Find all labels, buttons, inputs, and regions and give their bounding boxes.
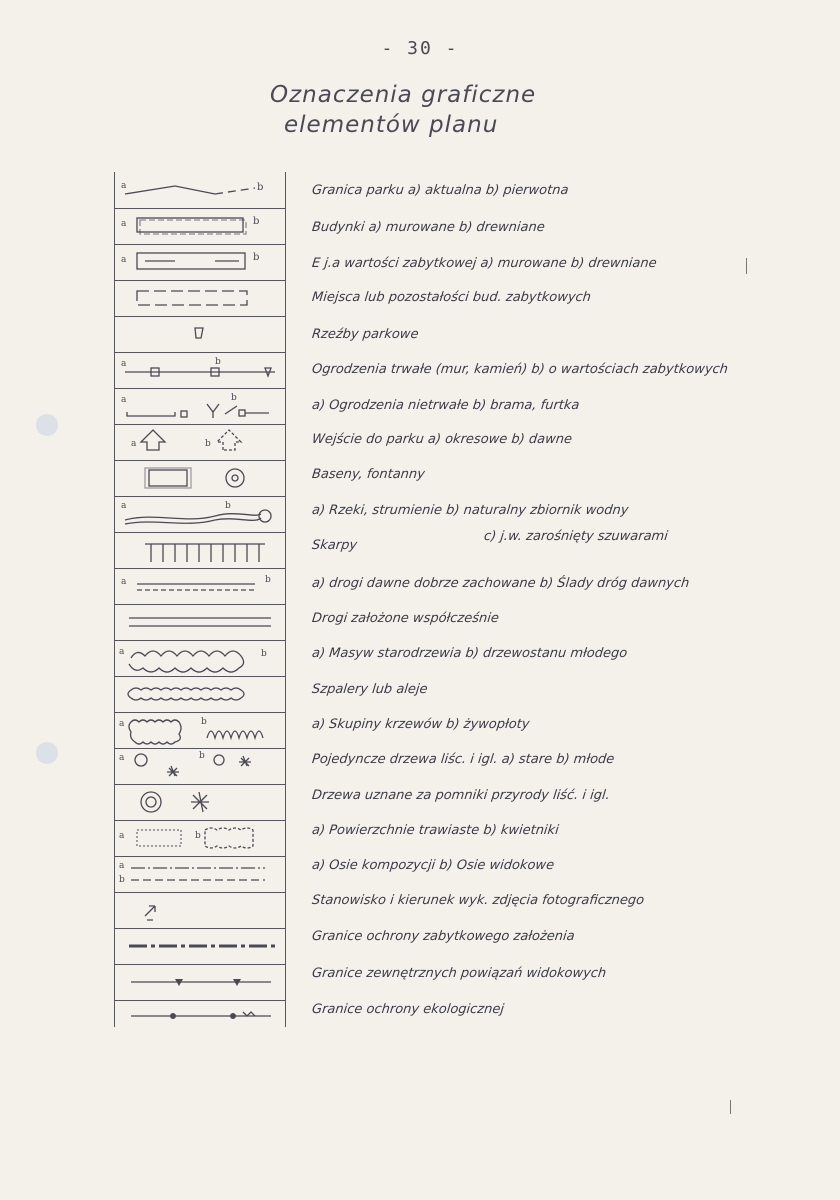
legend-label: Baseny, fontanny (311, 467, 426, 482)
legend-label: Skarpy (311, 538, 358, 553)
svg-text:a: a (121, 395, 127, 405)
symbol-single-trees (115, 748, 285, 785)
legend-label: Granice ochrony zabytkowego założenia (311, 929, 576, 944)
svg-text:b: b (201, 717, 207, 727)
punch-hole-bottom (36, 742, 58, 764)
svg-text:a: a (119, 831, 125, 841)
legend-label: a) Osie kompozycji b) Osie widokowe (311, 858, 555, 873)
legend-label: a) Powierzchnie trawiaste b) kwietniki (311, 823, 560, 838)
legend-label: a) Rzeki, strumienie b) naturalny zbiornik wodny (311, 503, 630, 518)
symbol-sculptures (115, 316, 285, 353)
symbol-letter-a: a (121, 181, 127, 191)
legend-label: a) Masyw starodrzewia b) drzewostanu młodego (311, 646, 628, 661)
legend-label: Ogrodzenia trwałe (mur, kamień) b) o wartościach zabytkowych (311, 362, 729, 377)
symbol-escarpments (115, 532, 285, 569)
legend-label: Rzeźby parkowe (311, 327, 420, 342)
svg-text:a: a (121, 577, 127, 587)
symbol-permanent-fences (115, 352, 285, 389)
legend-label: Granica parku a) aktualna b) pierwotna (311, 183, 570, 198)
symbol-letter-b: b (257, 182, 264, 193)
symbol-shrub-groups (115, 712, 285, 749)
symbol-view-connection-boundary (115, 964, 285, 1001)
svg-text:a: a (119, 753, 125, 763)
svg-text:b: b (265, 575, 271, 585)
svg-text:a: a (119, 719, 125, 729)
svg-text:a: a (121, 255, 127, 265)
symbol-tree-mass (115, 640, 285, 677)
svg-text:b: b (215, 357, 221, 367)
page-title (270, 80, 536, 140)
svg-text:a: a (131, 439, 137, 449)
svg-text:b: b (119, 875, 125, 885)
legend-label: a) drogi dawne dobrze zachowane b) Ślady dróg dawnych (311, 576, 691, 591)
svg-text:b: b (253, 252, 260, 263)
symbol-historic-buildings (115, 244, 285, 281)
legend-label: Granice zewnętrznych powiązań widokowych (311, 966, 607, 981)
symbol-park-entrance (115, 424, 285, 461)
legend-label: Pojedyncze drzewa liśc. i igl. a) stare b) młode (311, 752, 616, 767)
svg-text:a: a (119, 647, 125, 657)
page-number: - 30 - (381, 38, 459, 59)
legend-label: Drzewa uznane za pomniki przyrody liść. i igl. (311, 788, 611, 803)
svg-text:b: b (199, 751, 205, 761)
symbol-park-boundary (115, 172, 285, 209)
symbol-photo-point (115, 892, 285, 929)
legend-label: Szpalery lub aleje (311, 682, 429, 697)
legend-label: a) Skupiny krzewów b) żywopłoty (311, 717, 531, 732)
symbol-old-roads (115, 568, 285, 605)
margin-tick (746, 258, 747, 274)
svg-text:b: b (205, 439, 211, 449)
legend-label: Granice ochrony ekologicznej (311, 1002, 505, 1017)
legend-label: Drogi założone współcześnie (311, 611, 500, 626)
symbol-pools-fountains (115, 460, 285, 497)
symbol-axes (115, 856, 285, 893)
symbol-alleys (115, 676, 285, 713)
symbol-modern-roads (115, 604, 285, 641)
svg-text:a: a (119, 861, 125, 871)
legend-label: Budynki a) murowane b) drewniane (311, 220, 546, 235)
legend-label-extra: c) j.w. zarośnięty szuwarami (483, 529, 669, 544)
symbol-building-remains (115, 280, 285, 317)
symbol-column (114, 172, 286, 1027)
legend-label: a) Ogrodzenia nietrwałe b) brama, furtka (311, 398, 581, 413)
svg-text:b: b (253, 216, 260, 227)
symbol-temporary-fences (115, 388, 285, 425)
margin-tick (730, 1100, 731, 1114)
title-line-2: elementów planu (284, 112, 499, 138)
symbol-rivers (115, 496, 285, 533)
symbol-lawns-flowerbeds (115, 820, 285, 857)
svg-text:a: a (121, 501, 127, 511)
symbol-buildings (115, 208, 285, 245)
symbol-heritage-protection-boundary (115, 928, 285, 965)
legend-label: Miejsca lub pozostałości bud. zabytkowych (311, 290, 592, 305)
title-line-1: Oznaczenia graficzne (270, 82, 537, 108)
legend-label: E j.a wartości zabytkowej a) murowane b) drewniane (311, 256, 658, 271)
svg-text:b: b (225, 501, 231, 511)
svg-text:b: b (261, 649, 267, 659)
symbol-natural-monument-trees (115, 784, 285, 821)
svg-text:a: a (121, 359, 127, 369)
symbol-ecological-protection-boundary (115, 1000, 285, 1036)
legend-label: Wejście do parku a) okresowe b) dawne (311, 432, 573, 447)
svg-text:b: b (231, 393, 237, 403)
punch-hole-top (36, 414, 58, 436)
legend-label: Stanowisko i kierunek wyk. zdjęcia fotograficznego (311, 893, 645, 908)
svg-text:b: b (195, 831, 201, 841)
svg-text:a: a (121, 219, 127, 229)
